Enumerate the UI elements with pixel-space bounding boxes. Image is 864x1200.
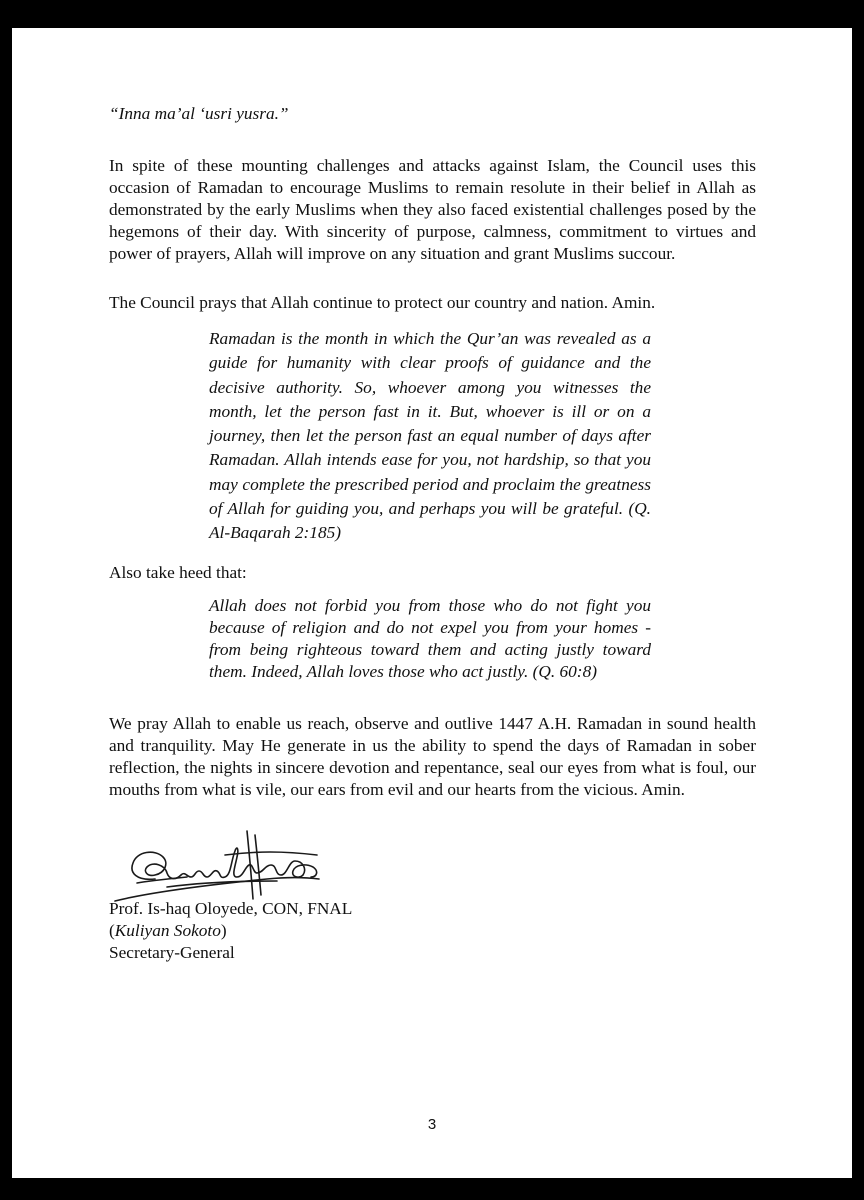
paragraph-challenges: In spite of these mounting challenges and attacks against Islam, the Council uses this occasion of Ramadan to encourage Muslims to remain resolute in their belief in Allah as demonstrated by the early Muslims when they also faced existential challenges posed by the hegemons of their day. With sincerity of purpose, calmness, commitment to virtues and power of prayers, Allah will improve on any situation and grant Muslims succour.	[109, 156, 756, 263]
signatory-position: Secretary-General	[109, 943, 235, 962]
quran-quote-baqarah: Ramadan is the month in which the Qur’an was revealed as a guide for humanity with clear proofs of guidance and the decisive authority. So, whoever among you witnesses the month, let the person fast in it. But, whoever is ill or on a journey, then let the person fast an equal number of days after Ramadan. Allah intends ease for you, not hardship, so that you may complete the prescribed period and proclaim the greatness of Allah for guiding you, and perhaps you will be grateful. (Q. Al-Baqarah 2:185)	[209, 329, 651, 543]
paragraph-ramadan-prayer: We pray Allah to enable us reach, observe and outlive 1447 A.H. Ramadan in sound health and tranquility. May He generate in us the ability to spend the days of Ramadan in sober reflection, the nights in sincere devotion and repentance, seal our eyes from what is foul, our mouths from what is vile, our ears from evil and our hearts from the vicious. Amin.	[109, 714, 756, 799]
quran-quote-60-8: Allah does not forbid you from those who do not fight you because of religion and do not expel you from your homes - from being righteous toward them and acting justly toward them. Indeed, Allah loves those who act justly. (Q. 60:8)	[209, 596, 651, 681]
document-page	[12, 28, 852, 1178]
also-heed-line: Also take heed that:	[109, 563, 247, 582]
page-number: 3	[427, 1116, 437, 1133]
signatory-name: Prof. Is-haq Oloyede, CON, FNAL	[109, 899, 353, 918]
signature-icon	[107, 821, 342, 903]
opening-quote: “Inna ma’al ‘usri yusra.”	[109, 104, 289, 123]
paragraph-council-prayer: The Council prays that Allah continue to protect our country and nation. Amin.	[109, 293, 656, 312]
signatory-block	[109, 898, 509, 964]
signatory-title: (Kuliyan Sokoto)	[109, 921, 227, 940]
